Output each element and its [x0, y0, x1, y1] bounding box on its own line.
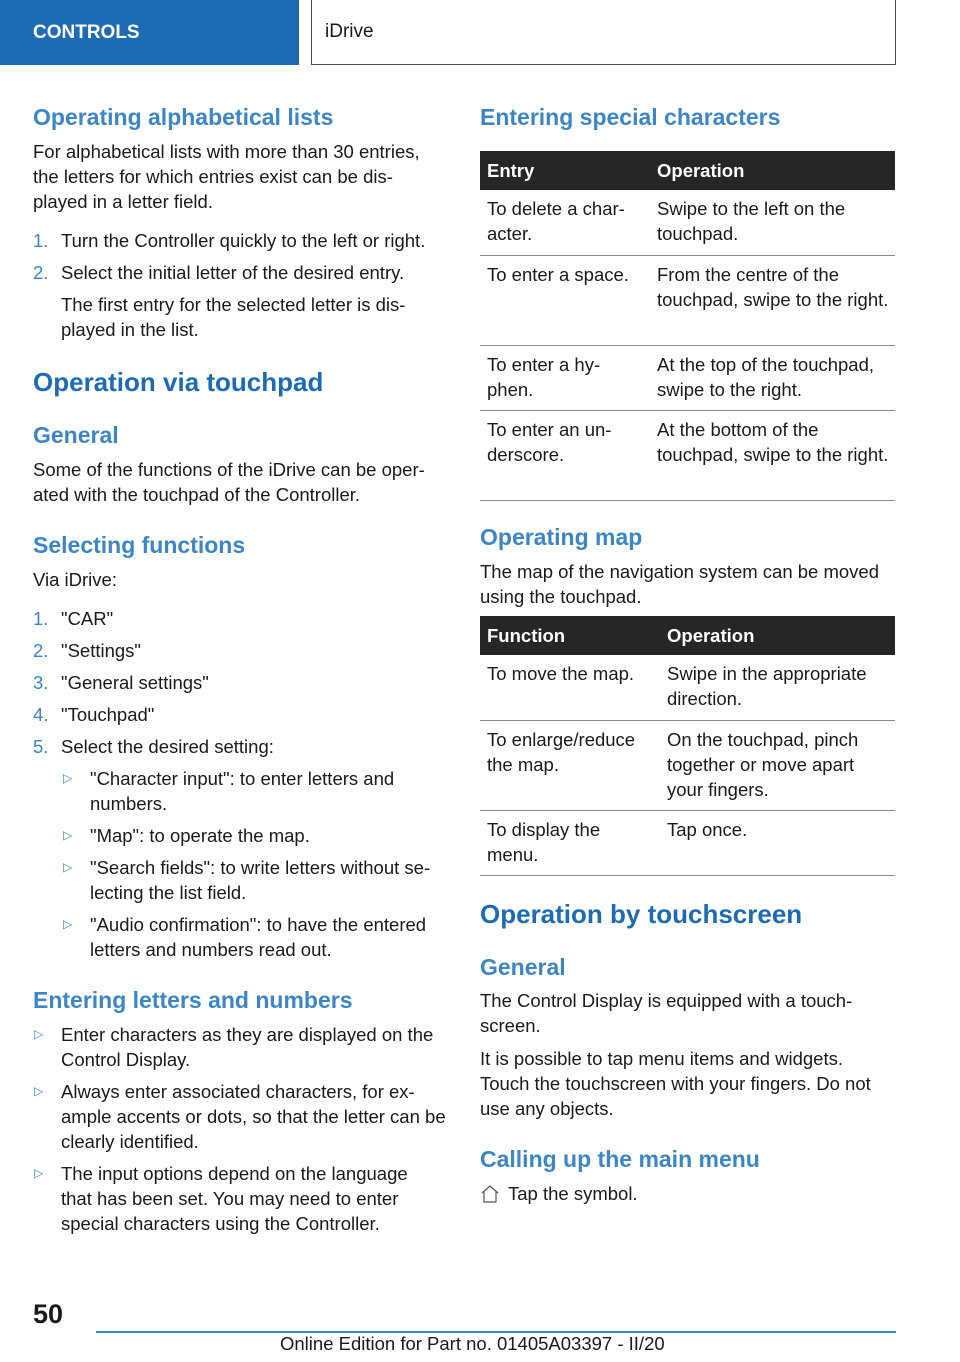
select-step-num: 5. [33, 736, 49, 757]
bullet-triangle-icon: ▷ [34, 1084, 44, 1098]
map-table [480, 616, 895, 876]
settings-bullet: "Character input": to enter letters and numbers. [90, 768, 395, 814]
table-cell: To display the menu. [480, 810, 660, 875]
table-cell: At the bottom of the touchpad, swipe to the right. [650, 410, 895, 500]
page-number: 50 [33, 1299, 64, 1329]
table-cell: Tap once. [660, 810, 895, 875]
entering-bullet: The input options depend on the language that has been set. You may need to enter special characters using the Controller. [61, 1163, 408, 1234]
select-step-text: "Touchpad" [61, 704, 155, 725]
touchscreen-general-heading: General [480, 954, 566, 980]
touchscreen-heading: Operation by touchscreen [480, 899, 803, 929]
bullet-triangle-icon: ▷ [63, 917, 73, 931]
operating-map-heading: Operating map [480, 524, 643, 550]
select-step-num: 3. [33, 672, 49, 693]
touchscreen-text-1: The Control Display is equipped with a touch-screen. [480, 990, 853, 1036]
chapter-tab [311, 0, 896, 65]
special-characters-table [480, 151, 895, 501]
main-menu-text: Tap the symbol. [508, 1183, 638, 1204]
settings-bullet: "Search fields": to write letters without se-lecting the list field. [90, 857, 431, 903]
select-step-text: "General settings" [61, 672, 209, 693]
table-cell: Swipe in the appropriate direction. [660, 655, 895, 720]
chapter-title: iDrive [325, 21, 374, 42]
table-cell: Swipe to the left on the touchpad. [650, 190, 895, 255]
table-header: Operation [650, 151, 895, 190]
select-step-text: "Settings" [61, 640, 141, 661]
table-header-row [480, 151, 895, 190]
select-step-text: "CAR" [61, 608, 114, 629]
bullet-triangle-icon: ▷ [34, 1166, 44, 1180]
bullet-triangle-icon: ▷ [63, 771, 73, 785]
settings-bullet: "Map": to operate the map. [90, 825, 310, 846]
table-header-row [480, 616, 895, 655]
table-row [480, 655, 895, 720]
table-header: Operation [660, 616, 895, 655]
general-heading: General [33, 422, 119, 448]
touchscreen-text-2: It is possible to tap menu items and widgets. Touch the touchscreen with your fingers. Do not use any objects. [480, 1048, 871, 1119]
bullet-triangle-icon: ▷ [63, 860, 73, 874]
table-cell: To enter a hy-phen. [480, 345, 650, 410]
select-step-num: 2. [33, 640, 49, 661]
select-step-num: 1. [33, 608, 49, 629]
table-cell: To move the map. [480, 655, 660, 720]
footer-edition: Online Edition for Part no. 01405A03397 - II/20 [280, 1333, 665, 1354]
alpha-step-text: Turn the Controller quickly to the left or right. [61, 230, 426, 251]
alpha-lists-heading: Operating alphabetical lists [33, 104, 334, 130]
table-row [480, 810, 895, 875]
table-row [480, 410, 895, 500]
selecting-functions-heading: Selecting functions [33, 532, 246, 558]
alpha-step-note: The first entry for the selected letter is dis-played in the list. [61, 294, 406, 340]
section-tab [0, 0, 299, 65]
section-title: CONTROLS [33, 21, 140, 43]
table-row [480, 345, 895, 410]
entering-letters-heading: Entering letters and numbers [33, 987, 353, 1013]
table-cell: To enlarge/reduce the map. [480, 720, 660, 810]
select-step-num: 4. [33, 704, 49, 725]
bullet-triangle-icon: ▷ [34, 1027, 44, 1041]
bullet-triangle-icon: ▷ [63, 828, 73, 842]
via-idrive: Via iDrive: [33, 569, 117, 590]
entering-bullet: Always enter associated characters, for ex-ample accents or dots, so that the letter can be clearly identified. [61, 1081, 446, 1152]
table-cell: On the touchpad, pinch together or move apart your fingers. [660, 720, 895, 810]
table-cell: From the centre of the touchpad, swipe to the right. [650, 255, 895, 345]
select-step-text: Select the desired setting: [61, 736, 274, 757]
table-row [480, 190, 895, 255]
table-cell: To enter an un-derscore. [480, 410, 650, 500]
table-cell: To delete a char-acter. [480, 190, 650, 255]
alpha-step-num: 2. [33, 262, 49, 283]
table-cell: At the top of the touchpad, swipe to the right. [650, 345, 895, 410]
entering-bullet: Enter characters as they are displayed on the Control Display. [61, 1024, 434, 1070]
table-row [480, 255, 895, 345]
map-intro: The map of the navigation system can be moved using the touchpad. [480, 561, 879, 607]
table-header: Entry [480, 151, 650, 190]
table-header: Function [480, 616, 660, 655]
table-cell: To enter a space. [480, 255, 650, 345]
home-icon [480, 1184, 500, 1204]
main-menu-heading: Calling up the main menu [480, 1146, 760, 1172]
general-text: Some of the functions of the iDrive can be oper-ated with the touchpad of the Controller. [33, 459, 425, 505]
alpha-intro: For alphabetical lists with more than 30 entries, the letters for which entries exist can be dis-played in a letter field. [33, 141, 420, 212]
settings-bullet: "Audio confirmation": to have the entered letters and numbers read out. [90, 914, 427, 960]
alpha-step-num: 1. [33, 230, 49, 251]
alpha-step-text: Select the initial letter of the desired entry. [61, 262, 405, 283]
special-characters-heading: Entering special characters [480, 104, 781, 130]
table-row [480, 720, 895, 810]
touchpad-heading: Operation via touchpad [33, 367, 324, 397]
